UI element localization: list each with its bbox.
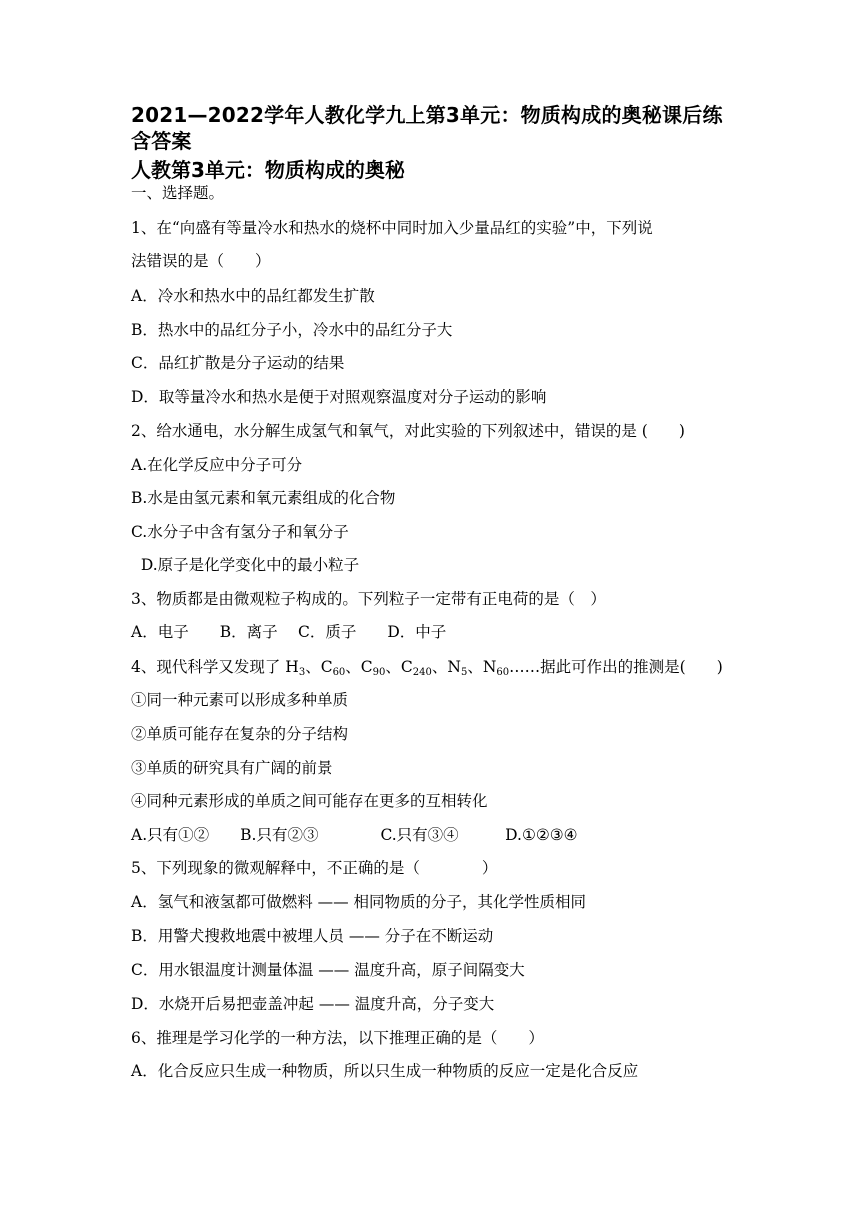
q2-option-a: A.在化学反应中分子可分 [131, 456, 303, 474]
q5-option-c: C．用水银温度计测量体温 —— 温度升高，原子间隔变大 [131, 961, 525, 979]
q1-option-b: B．热水中的品红分子小，冷水中的品红分子大 [131, 321, 453, 339]
q2-stem: 2、给水通电，水分解生成氢气和氧气，对此实验的下列叙述中，错误的是 ( ) [131, 422, 685, 440]
q5-option-a: A．氢气和液氢都可做燃料 —— 相同物质的分子，其化学性质相同 [131, 893, 587, 911]
q1-option-c: C．品红扩散是分子运动的结果 [131, 354, 345, 372]
q4-statement-1: ①同一种元素可以形成多种单质 [131, 691, 349, 709]
q4-sub-h3: 3 [298, 667, 306, 678]
q1-stem-line1: 1、在“向盛有等量冷水和热水的烧杯中同时加入少量品红的实验”中，下列说 [131, 219, 653, 237]
q1-option-a: A．冷水和热水中的品红都发生扩散 [131, 287, 375, 305]
q4-sub-c240: 240 [412, 667, 432, 678]
q3-options: A．电子 B．离子 C．质子 D．中子 [131, 623, 447, 641]
q4-stem-prefix: 4、现代科学又发现了 H [131, 658, 299, 676]
q2-option-c: C.水分子中含有氢分子和氧分子 [131, 523, 349, 541]
q4-sep: 、C [385, 658, 413, 676]
q1-stem-line2: 法错误的是（ ） [131, 252, 271, 270]
q4-sep: 、C [345, 658, 373, 676]
q4-sub-n5: 5 [460, 667, 468, 678]
q4-sub-c90: 90 [372, 667, 386, 678]
q4-statement-2: ②单质可能存在复杂的分子结构 [131, 725, 349, 743]
q2-option-d: D.原子是化学变化中的最小粒子 [131, 556, 360, 574]
q4-statement-3: ③单质的研究具有广阔的前景 [131, 759, 333, 777]
q1-option-d: D．取等量冷水和热水是便于对照观察温度对分子运动的影响 [131, 388, 547, 406]
q4-options: A.只有①② B.只有②③ C.只有③④ D.①②③④ [131, 826, 578, 844]
q4-sep: 、N [467, 658, 497, 676]
section-heading: 一、选择题。 [131, 184, 225, 202]
q5-stem: 5、下列现象的微观解释中，不正确的是（ ） [131, 859, 498, 877]
q4-sep: 、N [431, 658, 461, 676]
q2-option-b: B.水是由氢元素和氧元素组成的化合物 [131, 489, 396, 507]
q6-stem: 6、推理是学习化学的一种方法，以下推理正确的是（ ） [131, 1029, 544, 1047]
q4-stem [131, 657, 723, 677]
q4-sub-n60: 60 [496, 667, 510, 678]
q4-sub-c60: 60 [332, 667, 346, 678]
q3-stem: 3、物质都是由微观粒子构成的。下列粒子一定带有正电荷的是（ ） [131, 590, 606, 608]
q4-sep: 、C [305, 658, 333, 676]
q5-option-d: D．水烧开后易把壶盖冲起 —— 温度升高，分子变大 [131, 995, 495, 1013]
q4-statement-4: ④同种元素形成的单质之间可能存在更多的互相转化 [131, 792, 488, 810]
q5-option-b: B．用警犬搜救地震中被埋人员 —— 分子在不断运动 [131, 927, 494, 945]
document-title: 2021—2022学年人教化学九上第3单元：物质构成的奥秘课后练含答案 [131, 103, 723, 153]
q4-stem-suffix: ……据此可作出的推测是( ) [509, 658, 723, 676]
q6-option-a: A．化合反应只生成一种物质，所以只生成一种物质的反应一定是化合反应 [131, 1062, 639, 1080]
document-subtitle: 人教第3单元：物质构成的奥秘 [131, 158, 405, 182]
